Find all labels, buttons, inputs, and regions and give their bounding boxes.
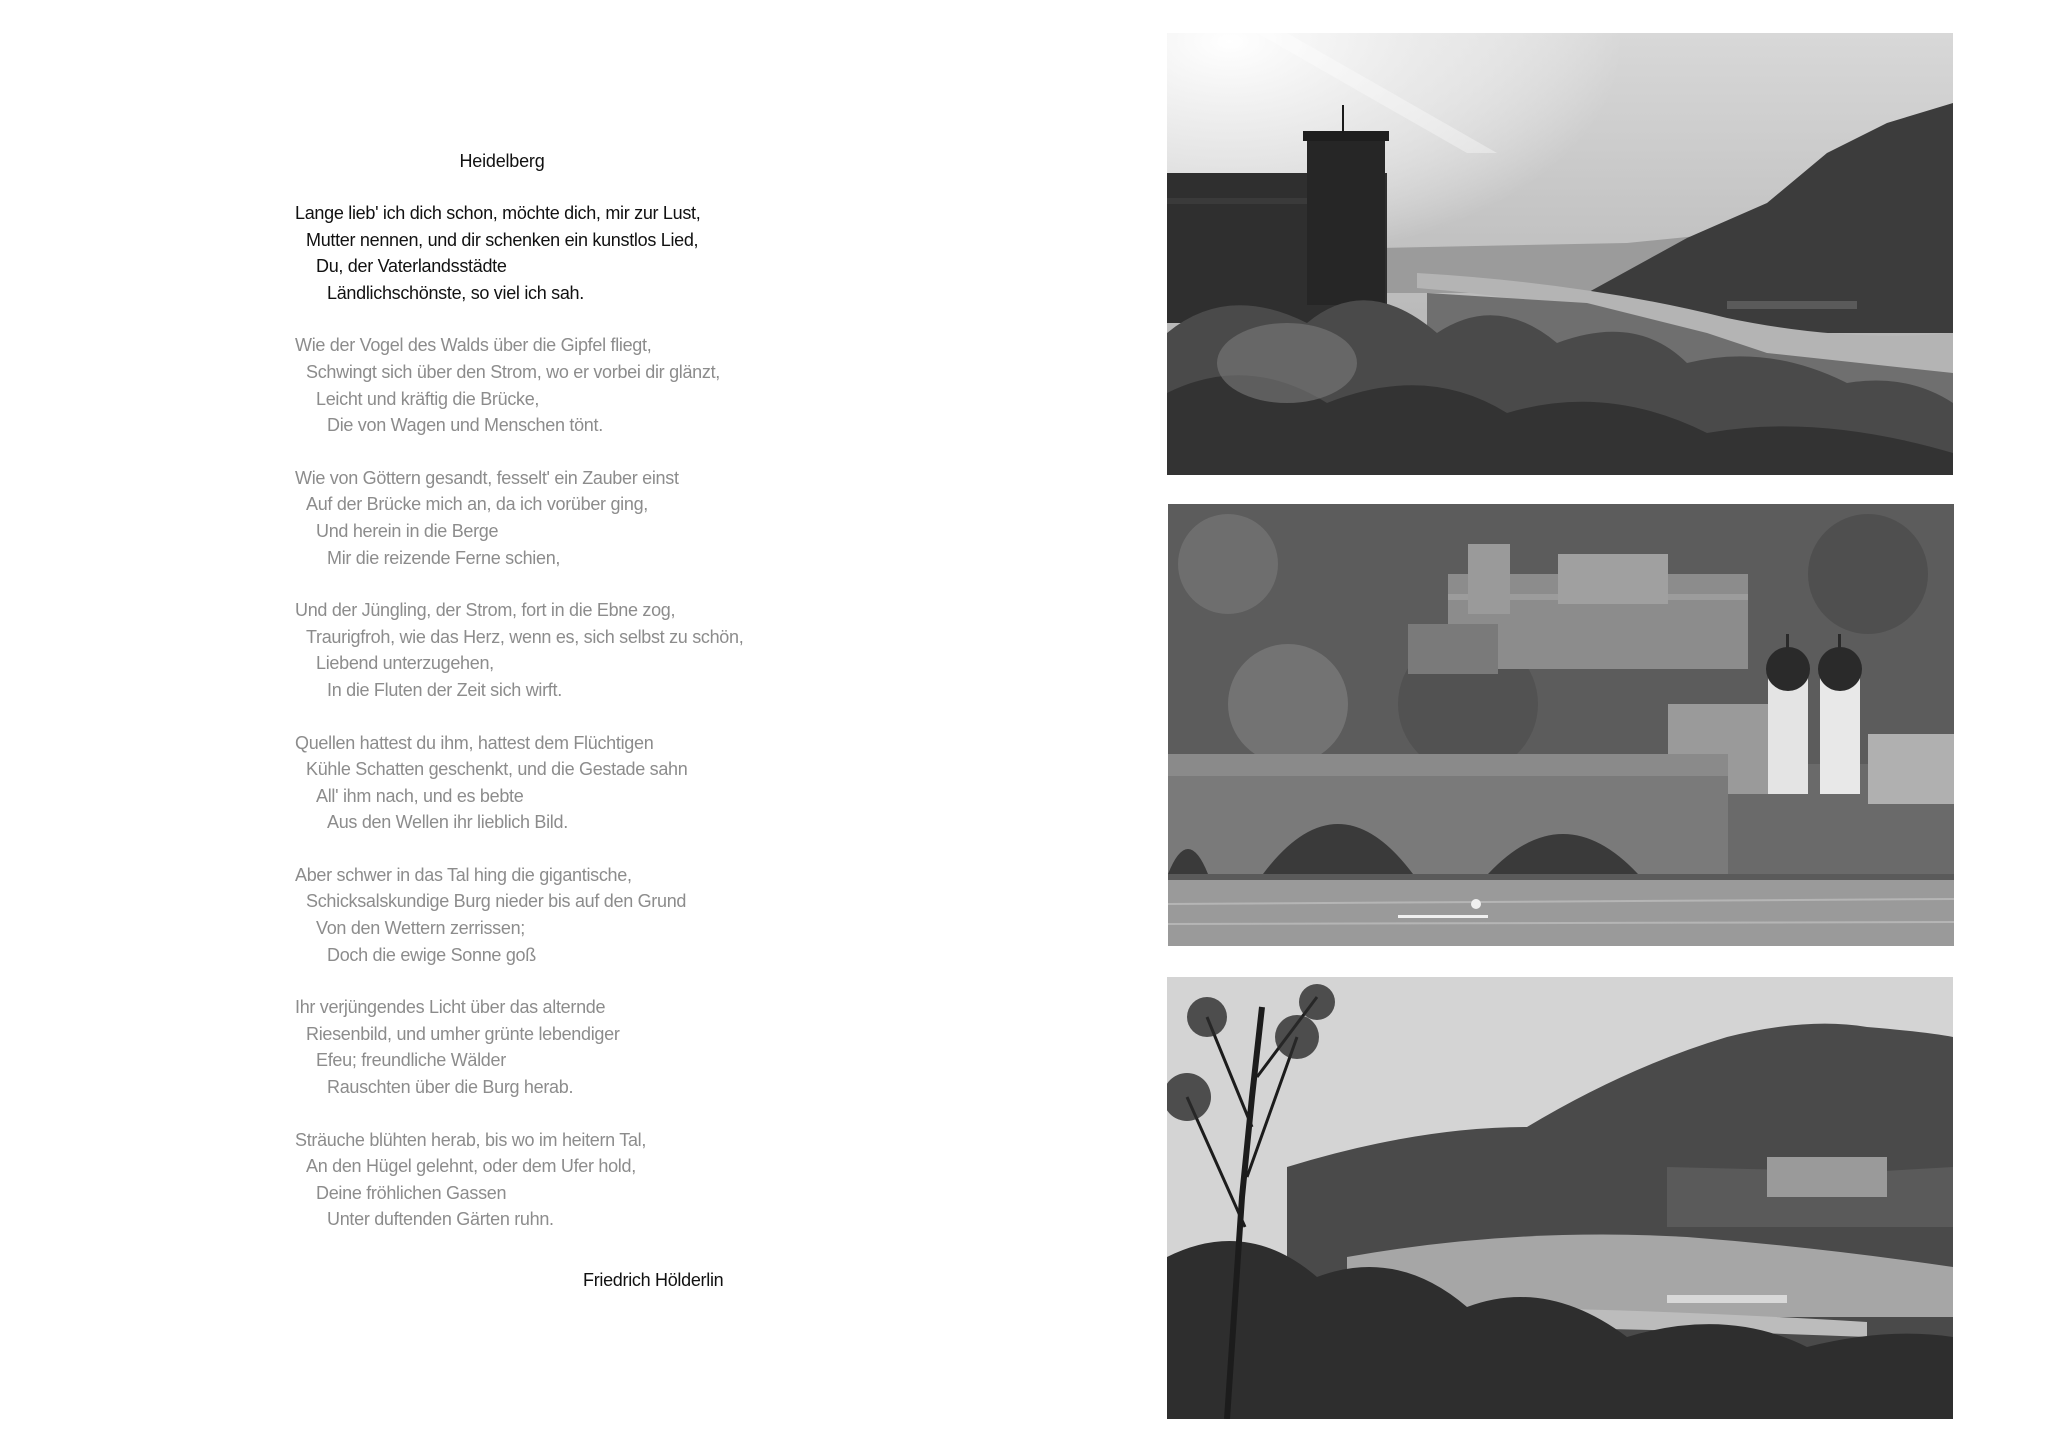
poem-line: Wie der Vogel des Walds über die Gipfel fliegt, <box>295 335 652 356</box>
poem-stanza <box>295 597 815 703</box>
poem-line: Deine fröhlichen Gassen <box>316 1182 507 1203</box>
poem-line: Schwingt sich über den Strom, wo er vorbei dir glänzt, <box>306 361 720 382</box>
poem-line: Riesenbild, und umher grünte lebendiger <box>306 1023 620 1044</box>
poem-line: Liebend unterzugehen, <box>316 653 494 674</box>
poem-line: Unter duftenden Gärten ruhn. <box>327 1209 554 1230</box>
poem-line: Du, der Vaterlandsstädte <box>316 256 507 277</box>
poem-line: Die von Wagen und Menschen tönt. <box>327 415 603 436</box>
poem-line: Sträuche blühten herab, bis wo im heitern Tal, <box>295 1129 647 1150</box>
poem-line: Traurigfroh, wie das Herz, wenn es, sich selbst zu schön, <box>306 626 744 647</box>
poem-line: Quellen hattest du ihm, hattest dem Flüchtigen <box>295 732 654 753</box>
poem-line: All' ihm nach, und es bebte <box>316 785 524 806</box>
poem-stanza <box>295 862 815 968</box>
poem-stanza <box>295 994 815 1100</box>
photo-valley-view-with-trees-and-town <box>1167 977 1953 1419</box>
poem-line: Lange lieb' ich dich schon, möchte dich, mir zur Lust, <box>295 203 701 223</box>
poem-line: Und der Jüngling, der Strom, fort in die Ebne zog, <box>295 600 676 621</box>
poem-line: An den Hügel gelehnt, oder dem Ufer hold, <box>306 1156 636 1177</box>
poem-line: In die Fluten der Zeit sich wirft. <box>327 679 562 700</box>
photo-old-bridge-image <box>1168 504 1954 946</box>
poem-line: Auf der Brücke mich an, da ich vorüber ging, <box>306 494 648 515</box>
poem-line: Aus den Wellen ihr lieblich Bild. <box>327 812 568 833</box>
poem-line: Mir die reizende Ferne schien, <box>327 547 561 568</box>
photo-old-bridge-and-castle-with-rower <box>1168 504 1954 946</box>
poem-line: Ihr verjüngendes Licht über das alternde <box>295 997 606 1018</box>
photo-castle-tower-overlooking-river-valley <box>1167 33 1953 475</box>
poem-stanza <box>295 465 815 571</box>
poem-author: Friedrich Hölderlin <box>583 1270 724 1290</box>
poem-line: Kühle Schatten geschenkt, und die Gestade sahn <box>306 759 688 780</box>
poem-title: Heidelberg <box>459 151 545 171</box>
poem-stanza <box>295 332 815 438</box>
photo-valley-view-image <box>1167 977 1953 1419</box>
poem-line: Mutter nennen, und dir schenken ein kunstlos Lied, <box>306 229 699 250</box>
poem-stanza <box>295 730 815 836</box>
poem-line: Leicht und kräftig die Brücke, <box>316 388 540 409</box>
poem-line: Efeu; freundliche Wälder <box>316 1050 506 1071</box>
poem-line: Aber schwer in das Tal hing die gigantische, <box>295 864 632 885</box>
poem-line: Schicksalskundige Burg nieder bis auf den Grund <box>306 891 687 912</box>
poem-line: Und herein in die Berge <box>316 520 499 541</box>
poem-line: Von den Wettern zerrissen; <box>316 918 525 939</box>
poem-line: Ländlichschönste, so viel ich sah. <box>327 282 584 303</box>
poem-line: Wie von Göttern gesandt, fesselt' ein Zauber einst <box>295 467 679 488</box>
poem-stanza <box>295 1127 815 1233</box>
photo-castle-tower-image <box>1167 33 1953 475</box>
poem-line: Rauschten über die Burg herab. <box>327 1077 574 1098</box>
poem-stanzas <box>295 200 815 1259</box>
poem-stanza <box>295 200 815 306</box>
poem-line: Doch die ewige Sonne goß <box>327 944 536 965</box>
